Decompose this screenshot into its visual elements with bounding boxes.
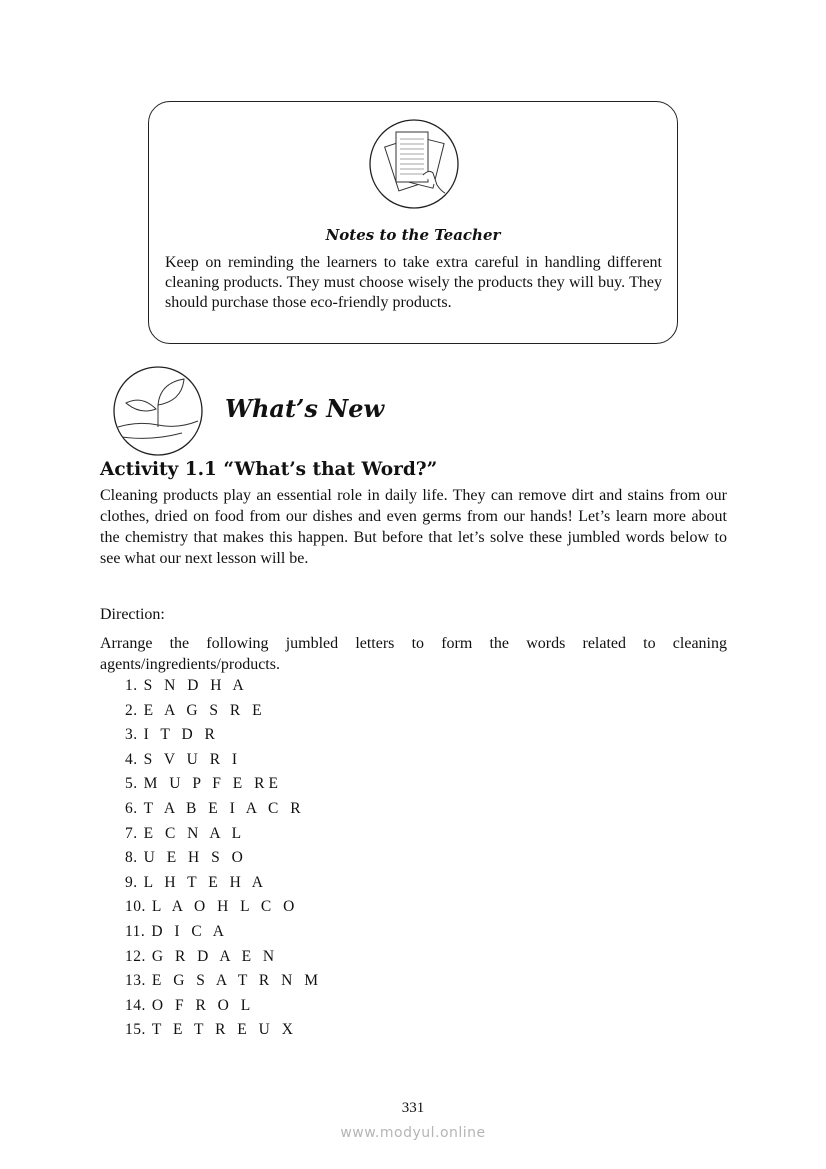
list-item (125, 774, 322, 799)
notes-body: Keep on reminding the learners to take extra careful in handling different cleaning products. They must choose wisely the products they will buy. They should purchase those eco-friendly products. (165, 254, 662, 311)
plant-in-hand-icon (112, 365, 206, 459)
item-number: 8. (125, 849, 138, 867)
activity-intro: Cleaning products play an essential role in daily life. They can remove dirt and stains from our clothes, dried on food from our dishes and even germs from our hands! Let’s learn more about the chemistry that makes this happen. But before that let’s solve these jumbled words below to see what our next lesson will be. (100, 487, 727, 567)
direction-label: Direction: (100, 606, 165, 623)
item-number: 5. (125, 775, 138, 793)
list-item (125, 799, 322, 824)
list-item (125, 701, 322, 726)
jumbled-letters: E A G S R E (143, 701, 266, 719)
list-item (125, 922, 322, 947)
direction-text: Arrange the following jumbled letters to form the words related to cleaning agents/ingredients/products. (100, 635, 727, 673)
item-number: 4. (125, 750, 138, 768)
jumbled-words-list (125, 676, 322, 1045)
jumbled-letters: G R D A E N (151, 947, 279, 965)
jumbled-letters: S V U R I (143, 750, 242, 768)
watermark: www.modyul.online (340, 1125, 486, 1141)
item-number: 13. (125, 972, 146, 990)
jumbled-letters: E G S A T R N M (151, 972, 322, 990)
jumbled-letters: I T D R (143, 726, 219, 744)
list-item (125, 873, 322, 898)
item-number: 2. (125, 701, 138, 719)
item-number: 15. (125, 1021, 146, 1039)
item-number: 11. (125, 922, 146, 940)
list-item (125, 725, 322, 750)
jumbled-letters: T A B E I A C R (143, 799, 305, 817)
item-number: 7. (125, 824, 138, 842)
list-item (125, 750, 322, 775)
jumbled-letters: O F R O L (151, 996, 255, 1014)
item-number: 1. (125, 677, 138, 694)
list-item (125, 824, 322, 849)
item-number: 10. (125, 898, 146, 916)
item-number: 12. (125, 947, 146, 965)
list-item (125, 971, 322, 996)
notes-title: Notes to the Teacher (325, 226, 501, 244)
jumbled-letters: D I C A (151, 922, 228, 940)
jumbled-letters: M U P F E RE (143, 775, 282, 793)
papers-in-hand-icon (367, 117, 461, 211)
item-number: 3. (125, 726, 138, 744)
jumbled-letters: E C N A L (143, 824, 246, 842)
activity-title: Activity 1.1 “What’s that Word?” (100, 459, 438, 480)
list-item (125, 947, 322, 972)
jumbled-letters: U E H S O (143, 849, 247, 867)
list-item (125, 676, 322, 701)
item-number: 6. (125, 799, 138, 817)
section-title: What’s New (225, 394, 385, 423)
item-number: 14. (125, 996, 146, 1014)
page-number: 331 (401, 1100, 425, 1116)
list-item (125, 1020, 322, 1045)
jumbled-letters: T E T R E U X (151, 1021, 297, 1039)
list-item (125, 897, 322, 922)
jumbled-letters: S N D H A (143, 677, 248, 694)
jumbled-letters: L H T E H A (143, 873, 267, 891)
list-item (125, 996, 322, 1021)
list-item (125, 848, 322, 873)
jumbled-letters: L A O H L C O (151, 898, 299, 916)
item-number: 9. (125, 873, 138, 891)
